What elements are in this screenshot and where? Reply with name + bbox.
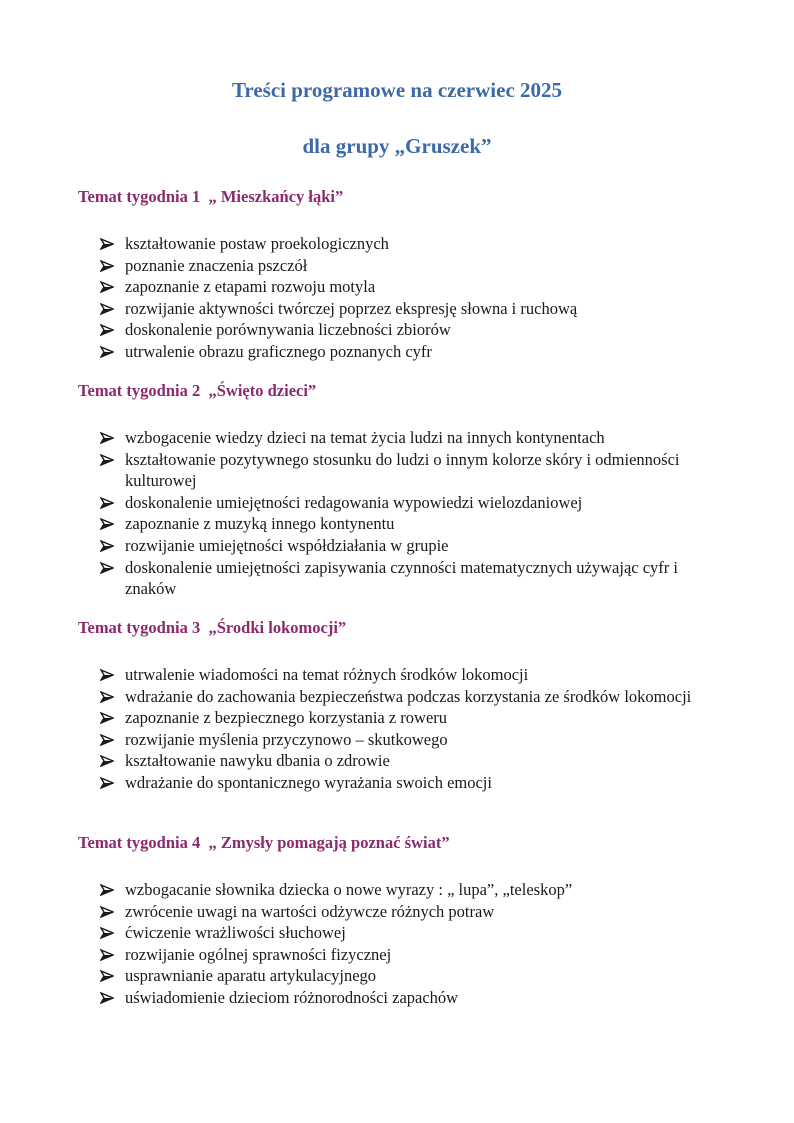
list-item-text: utrwalenie wiadomości na temat różnych środków lokomocji: [125, 665, 529, 684]
list-item: [78, 729, 718, 751]
list-item: [78, 276, 718, 298]
list-item-text: zapoznanie z bezpiecznego korzystania z roweru: [125, 708, 448, 728]
week-section: [78, 381, 718, 600]
arrowhead-bullet-icon: [100, 729, 120, 751]
list-item-text: wzbogacenie wiedzy dzieci na temat życia ludzi na innych kontynentach: [125, 428, 605, 447]
arrowhead-bullet-icon: [100, 298, 120, 320]
list-item-text: usprawnianie aparatu artykulacyjnego: [125, 966, 377, 986]
document-subtitle: dla grupy „Gruszek”: [302, 134, 492, 158]
arrowhead-bullet-icon: [100, 535, 120, 557]
arrowhead-bullet-icon: [100, 319, 120, 341]
list-item-text: rozwijanie myślenia przyczynowo – skutkowego: [125, 729, 448, 749]
arrowhead-bullet-icon: [100, 922, 120, 944]
arrowhead-bullet-icon: [100, 901, 120, 923]
arrowhead-bullet-icon: [100, 879, 120, 901]
list-item-text: ćwiczenie wrażliwości słuchowej: [125, 923, 346, 943]
list-item-text: kształtowanie nawyku dbania o zdrowie: [125, 751, 390, 771]
list-item: [78, 319, 718, 341]
list-item: [78, 965, 718, 987]
list-item: [78, 557, 718, 600]
section-heading: Temat tygodnia 1 „ Mieszkańcy łąki”: [78, 187, 344, 206]
list-item: [78, 535, 718, 557]
document-title: Treści programowe na czerwiec 2025: [231, 78, 563, 102]
arrowhead-bullet-icon: [100, 492, 120, 514]
list-item: [78, 750, 718, 772]
list-item: [78, 944, 718, 966]
list-item: [78, 492, 718, 514]
topic-list: [78, 664, 718, 794]
list-item-text: zapoznanie z muzyką innego kontynentu: [125, 514, 395, 534]
list-item-text: kształtowanie postaw proekologicznych: [125, 234, 389, 253]
arrowhead-bullet-icon: [100, 449, 120, 471]
list-item-text: wdrażanie do spontanicznego wyrażania swoich emocji: [125, 772, 492, 792]
arrowhead-bullet-icon: [100, 944, 120, 966]
topic-list: [78, 233, 718, 363]
list-item-text: rozwijanie ogólnej sprawności fizycznej: [125, 944, 392, 964]
section-heading: Temat tygodnia 4 „ Zmysły pomagają poznać świat”: [78, 833, 450, 852]
list-item: [78, 922, 718, 944]
list-item-text: poznanie znaczenia pszczół: [125, 255, 308, 275]
list-item: [78, 449, 718, 492]
list-item-text: zwrócenie uwagi na wartości odżywcze różnych potraw: [125, 901, 495, 921]
list-item-text: rozwijanie umiejętności współdziałania w grupie: [125, 535, 449, 555]
topic-list: [78, 879, 718, 1009]
week-section: [78, 187, 718, 363]
list-item: [78, 298, 718, 320]
topic-list: [78, 427, 718, 600]
list-item: [78, 901, 718, 923]
list-item-text: doskonalenie umiejętności redagowania wypowiedzi wielozdaniowej: [125, 492, 583, 512]
list-item-text: doskonalenie umiejętności zapisywania czynności matematycznych używając cyfr i znaków: [125, 557, 678, 599]
week-section: [78, 833, 718, 1009]
arrowhead-bullet-icon: [100, 987, 120, 1009]
arrowhead-bullet-icon: [100, 707, 120, 729]
list-item-text: wzbogacanie słownika dziecka o nowe wyrazy : „ lupa”, „teleskop”: [125, 880, 573, 899]
arrowhead-bullet-icon: [100, 233, 120, 255]
week-section: [78, 618, 718, 794]
arrowhead-bullet-icon: [100, 427, 120, 449]
list-item-text: utrwalenie obrazu graficznego poznanych cyfr: [125, 341, 432, 361]
list-item: [78, 513, 718, 535]
list-item: [78, 233, 718, 255]
list-item-text: uświadomienie dzieciom różnorodności zapachów: [125, 987, 459, 1007]
arrowhead-bullet-icon: [100, 276, 120, 298]
list-item-text: wdrażanie do zachowania bezpieczeństwa podczas korzystania ze środków lokomocji: [125, 686, 692, 706]
arrowhead-bullet-icon: [100, 664, 120, 686]
list-item: [78, 686, 718, 708]
section-heading: Temat tygodnia 3 „Środki lokomocji”: [78, 618, 347, 637]
list-item-text: doskonalenie porównywania liczebności zbiorów: [125, 320, 451, 340]
arrowhead-bullet-icon: [100, 341, 120, 363]
list-item: [78, 664, 718, 686]
arrowhead-bullet-icon: [100, 557, 120, 579]
arrowhead-bullet-icon: [100, 513, 120, 535]
list-item: [78, 707, 718, 729]
list-item: [78, 772, 718, 794]
list-item: [78, 879, 718, 901]
arrowhead-bullet-icon: [100, 750, 120, 772]
arrowhead-bullet-icon: [100, 686, 120, 708]
list-item-text: kształtowanie pozytywnego stosunku do ludzi o innym kolorze skóry i odmienności kulturowej: [125, 449, 680, 491]
arrowhead-bullet-icon: [100, 255, 120, 277]
list-item: [78, 427, 718, 449]
list-item: [78, 341, 718, 363]
arrowhead-bullet-icon: [100, 965, 120, 987]
list-item-text: rozwijanie aktywności twórczej poprzez ekspresję słowna i ruchową: [125, 298, 578, 318]
section-heading: Temat tygodnia 2 „Święto dzieci”: [78, 381, 317, 400]
arrowhead-bullet-icon: [100, 772, 120, 794]
list-item: [78, 255, 718, 277]
list-item: [78, 987, 718, 1009]
list-item-text: zapoznanie z etapami rozwoju motyla: [125, 277, 376, 297]
